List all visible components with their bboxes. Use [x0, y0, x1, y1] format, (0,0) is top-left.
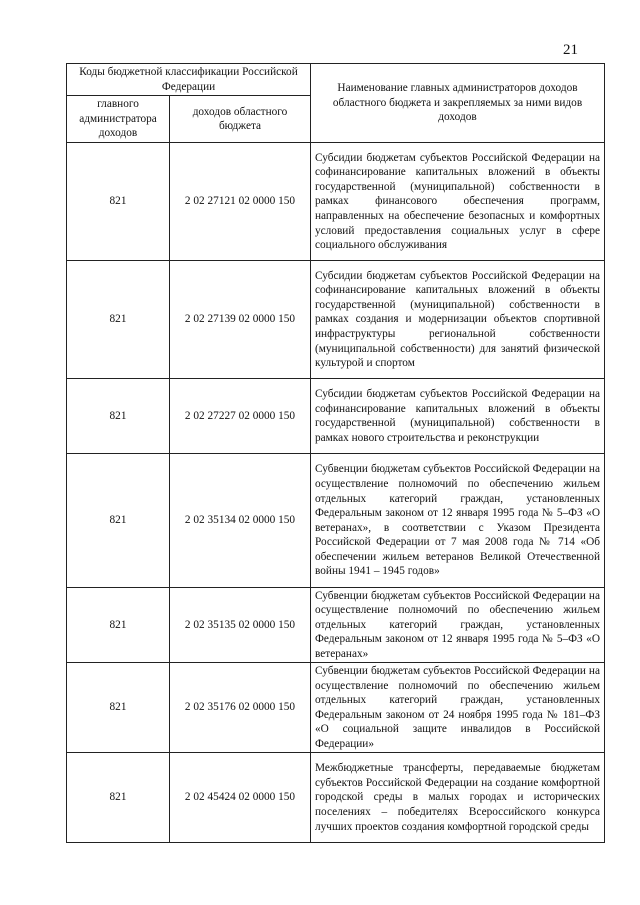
- income-code-cell: 2 02 35176 02 0000 150: [170, 663, 311, 753]
- table-row: [67, 261, 605, 379]
- budget-classification-table: [66, 63, 605, 843]
- header-group-title: Коды бюджетной классификации Российской Федерации: [67, 64, 311, 96]
- income-name-cell: Субвенции бюджетам субъектов Российской Федерации на осуществление полномочий по обеспечению жильем отдельных категорий граждан, установленных Федеральным законом от 24 ноября 1995 года № 181–ФЗ «О социальной защите инвалидов в Российской Федерации»: [315, 664, 600, 750]
- table-row: [67, 379, 605, 454]
- header-row: [67, 64, 605, 96]
- header-name-column: Наименование главных администраторов доходов областного бюджета и закрепляемых за ними видов доходов: [311, 64, 605, 143]
- income-code-cell: 2 02 35134 02 0000 150: [170, 454, 311, 588]
- income-code-cell: 2 02 27139 02 0000 150: [170, 261, 311, 379]
- admin-code-cell: 821: [67, 143, 170, 261]
- header-income-column: доходов областного бюджета: [170, 96, 311, 143]
- admin-code-cell: 821: [67, 454, 170, 588]
- table-row: [67, 663, 605, 753]
- admin-code-cell: 821: [67, 663, 170, 753]
- table-row: [67, 753, 605, 843]
- income-code-cell: 2 02 27121 02 0000 150: [170, 143, 311, 261]
- income-name-cell: Субсидии бюджетам субъектов Российской Федерации на софинансирование капитальных вложений в объекты государственной (муниципальной) собственности в рамках финансового обеспечения программ, направленных на обеспечение безопасных и комфортных условий предоставления социальных услуг в сфере социального обслуживания: [315, 151, 600, 252]
- admin-code-cell: 821: [67, 379, 170, 454]
- income-name-cell: Субсидии бюджетам субъектов Российской Федерации на софинансирование капитальных вложений в объекты государственной (муниципальной) собственности в рамках нового строительства и реконструкции: [315, 388, 600, 444]
- income-code-cell: 2 02 27227 02 0000 150: [170, 379, 311, 454]
- admin-code-cell: 821: [67, 753, 170, 843]
- table-row: [67, 143, 605, 261]
- page-number: 21: [563, 42, 578, 58]
- header-admin-column: главного администратора доходов: [67, 96, 170, 143]
- table-body: [67, 143, 605, 843]
- income-code-cell: 2 02 35135 02 0000 150: [170, 588, 311, 663]
- income-name-cell: Субвенции бюджетам субъектов Российской Федерации на осуществление полномочий по обеспечению жильем отдельных категорий граждан, установленных Федеральным законом от 12 января 1995 года № 5–ФЗ «О ветеранах»: [315, 589, 600, 661]
- income-code-cell: 2 02 45424 02 0000 150: [170, 753, 311, 843]
- admin-code-cell: 821: [67, 261, 170, 379]
- table-row: [67, 588, 605, 663]
- income-name-cell: Субвенции бюджетам субъектов Российской Федерации на осуществление полномочий по обеспечению жильем отдельных категорий граждан, установленных Федеральным законом от 12 января 1995 года № 5–ФЗ «О ветеранах», в соответствии с Указом Президента Российской Федерации от 7 мая 2008 года № 714 «Об обеспечении жильем ветеранов Великой Отечественной войны 1941 – 1945 годов»: [315, 463, 600, 578]
- income-name-cell: Межбюджетные трансферты, передаваемые бюджетам субъектов Российской Федерации на создание комфортной городской среды в малых городах и исторических поселениях – победителях Всероссийского конкурса лучших проектов создания комфортной городской среды: [315, 762, 600, 833]
- table-row: [67, 454, 605, 588]
- income-name-cell: Субсидии бюджетам субъектов Российской Федерации на софинансирование капитальных вложений в объекты государственной (муниципальной) собственности в рамках создания и модернизации объектов спортивной инфраструктуры региональной собственности (муниципальной собственности) для занятий физической культурой и спортом: [315, 269, 600, 370]
- admin-code-cell: 821: [67, 588, 170, 663]
